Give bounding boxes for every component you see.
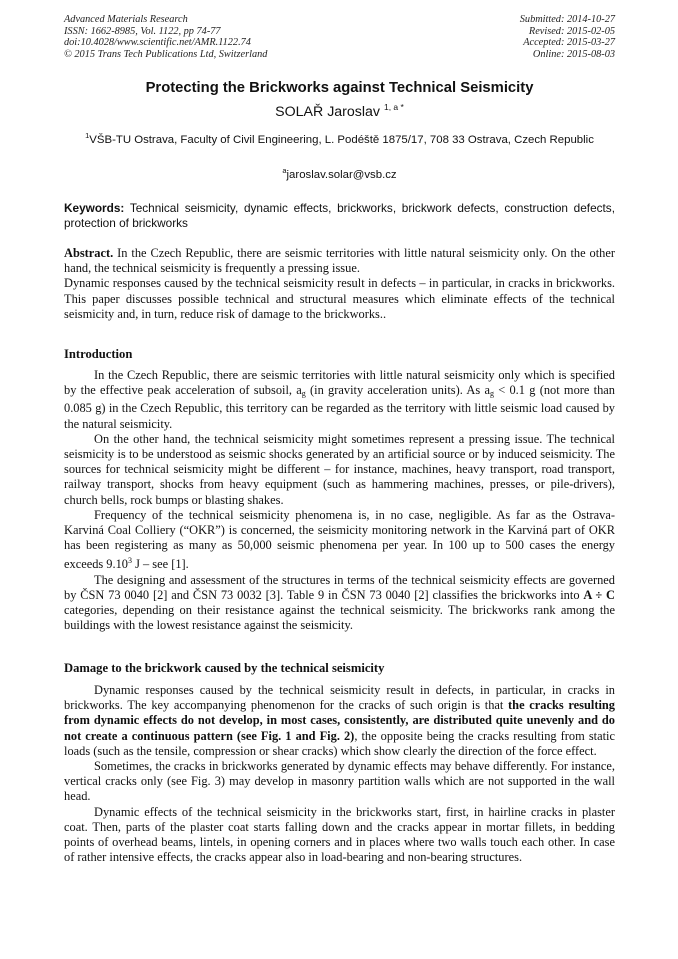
damage-p2: Sometimes, the cracks in brickworks generated by dynamic effects may behave differently. For instance, vertical cracks only (see Fig. 3) may develop in masonry partition walls which are not supported in the wall head. — [64, 759, 615, 804]
author-email — [64, 166, 615, 181]
author-line — [64, 102, 615, 120]
abstract-p2: Dynamic responses caused by the technical seismicity result in defects – in particular, in cracks in brickworks. This paper discusses possible technical and structural measures which eliminate effects of the technical seismicity and, in turn, reduce risk of damage to the brickworks.. — [64, 276, 615, 321]
introduction-body — [64, 368, 615, 633]
intro-p1 — [64, 368, 615, 432]
intro-p1-sub1: g — [301, 389, 306, 399]
affiliation — [80, 129, 599, 147]
submitted-date: Submitted: 2014-10-27 — [519, 14, 615, 25]
online-date: Online: 2015-08-03 — [532, 48, 615, 60]
issn-line: ISSN: 1662-8985, Vol. 1122, pp 74-77 — [64, 25, 221, 37]
author-name: SOLAŘ Jaroslav — [275, 104, 381, 120]
damage-heading: Damage to the brickwork caused by the technical seismicity — [64, 661, 385, 675]
header-left — [64, 14, 267, 60]
intro-p3-a: Frequency of the technical seismicity phenomena is, in no case, negligible. As far as the Ostrava-Karviná Coal Colliery (“OKR”) is concerned, the seismicity monitoring network in the Karviná part of OKR has been registering as many as 50,000 seismic phenomena per year. In 100 up to 500 cases the energy exceeds 9.10 — [64, 507, 615, 572]
paper-title: Protecting the Brickworks against Technical Seismicity — [145, 80, 534, 96]
abstract-label: Abstract. — [64, 246, 114, 260]
damage-p1-b: , the opposite being the cracks resulting from static loads (such as the tensile, compression or shear cracks) which show clearly the direction of the force effect. — [64, 728, 615, 758]
abstract — [64, 246, 615, 322]
introduction-heading: Introduction — [64, 347, 133, 361]
journal-name: Advanced Materials Research — [64, 14, 188, 25]
affiliation-mark: 1 — [85, 131, 90, 140]
keywords-label: Keywords: — [64, 201, 125, 215]
email-mark: a — [282, 166, 287, 175]
damage-p1 — [64, 683, 615, 759]
copyright-line: © 2015 Trans Tech Publications Ltd, Switzerland — [64, 48, 268, 60]
intro-p2: On the other hand, the technical seismicity might sometimes represent a pressing issue. The technical seismicity is to be understood as seismic shocks generated by an artificial source or by induced seismicity. The sources for technical seismicity might be different – for instance, machines, heavy transport, road transport, railway transport, shocks from heavy equipment (such as hammering machines, presses, or pile-drivers), church bells, rock bumps or blasting shakes. — [64, 431, 615, 507]
intro-p4-b: categories, depending on their resistance against the technical seismicity. The brickworks rank among the buildings with the lowest resistance against the seismicity. — [64, 603, 615, 633]
intro-p3-b: J – see [1]. — [132, 557, 189, 572]
intro-p4-a: The designing and assessment of the structures in terms of the technical seismicity effects are governed by ČSN 73 0040 [2] and ČSN 73 0032 [3]. Table 9 in ČSN 73 0040 [2] classifies the brickworks into — [64, 572, 615, 602]
intro-p1-b: (in gravity acceleration units). As a — [305, 383, 490, 398]
accepted-date: Accepted: 2015-03-27 — [523, 37, 615, 49]
intro-p3 — [64, 508, 615, 573]
abstract-p1 — [64, 246, 615, 276]
intro-p1-a: In the Czech Republic, there are seismic territories with little natural seismicity only which is specified by the effective peak acceleration of subsoil, a — [64, 368, 615, 398]
damage-p3: Dynamic effects of the technical seismicity in the brickworks start, first, in hairline cracks in plaster coat. Then, parts of the plaster coat starts falling down and the cracks appear in mortar fillets, in bedding points of overhead beams, lintels, in opening corners and in places where two walls touch each other. In case of rather intensive effects, the cracks appear also in load-bearing and non-bearing structures. — [64, 804, 615, 865]
keywords — [64, 201, 615, 232]
intro-p1-sub2: g — [489, 389, 494, 399]
damage-p1-bold: the cracks resulting from dynamic effects do not develop, in most cases, consistently, are distributed quite unevenly and do not create a continuous pattern (see Fig. 1 and Fig. 2) — [64, 698, 615, 743]
abstract-p1-text: In the Czech Republic, there are seismic territories with little natural seismicity only. On the other hand, the technical seismicity is frequently a pressing issue. — [64, 246, 615, 276]
doi-line: doi:10.4028/www.scientific.net/AMR.1122.74 — [64, 37, 251, 49]
intro-p3-sup: 3 — [128, 556, 132, 566]
intro-p4 — [64, 573, 615, 634]
intro-p4-bold: A ÷ C — [583, 587, 615, 602]
header-right — [520, 14, 615, 60]
intro-p1-c: < 0.1 g (not more than 0.085 g) in the Czech Republic, this territory can be regarded as the territory with little seismic load caused by the natural seismicity. — [64, 383, 615, 431]
damage-p1-a: Dynamic responses caused by the technical seismicity result in defects, in particular, in cracks in brickworks. The key accompanying phenomenon for the cracks of such origin is that — [64, 683, 615, 713]
affiliation-text: VŠB-TU Ostrava, Faculty of Civil Engineering, L. Podéště 1875/17, 708 33 Ostrava, Czech Republic — [89, 134, 594, 146]
revised-date: Revised: 2015-02-05 — [528, 25, 615, 37]
author-affiliation-mark: 1, a * — [383, 102, 404, 112]
keywords-text: Technical seismicity, dynamic effects, brickworks, brickwork defects, construction defects, protection of brickworks — [64, 201, 615, 231]
damage-body — [64, 683, 615, 865]
email-text: jaroslav.solar@vsb.cz — [286, 169, 397, 181]
